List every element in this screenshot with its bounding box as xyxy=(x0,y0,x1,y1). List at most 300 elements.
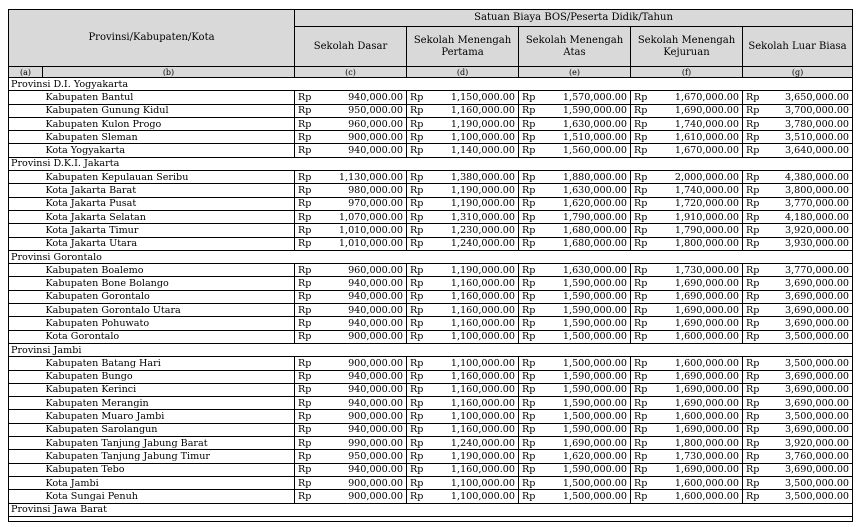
currency-label: Rp xyxy=(631,197,651,210)
region-column-header: Provinsi/Kabupaten/Kota xyxy=(9,10,295,67)
cost-value: 1,510,000.00 xyxy=(539,131,631,144)
currency-label: Rp xyxy=(743,330,763,343)
cost-value: 4,180,000.00 xyxy=(763,210,853,223)
currency-label: Rp xyxy=(295,476,315,489)
province-name: Provinsi D.K.I. Jakarta xyxy=(9,157,853,170)
region-name: Kota Jakarta Pusat xyxy=(43,197,295,210)
currency-label: Rp xyxy=(631,423,651,436)
table-row xyxy=(9,171,853,184)
cost-value: 1,620,000.00 xyxy=(539,197,631,210)
cost-value: 900,000.00 xyxy=(315,357,407,370)
currency-label: Rp xyxy=(743,463,763,476)
cost-value: 1,690,000.00 xyxy=(651,104,743,117)
region-name: Kabupaten Bungo xyxy=(43,370,295,383)
region-name: Kota Jakarta Timur xyxy=(43,224,295,237)
cost-value: 3,640,000.00 xyxy=(763,144,853,157)
cost-value: 1,560,000.00 xyxy=(539,144,631,157)
indent-cell xyxy=(9,410,43,423)
currency-label: Rp xyxy=(295,383,315,396)
currency-label: Rp xyxy=(743,397,763,410)
cost-value: 990,000.00 xyxy=(315,437,407,450)
region-name: Kabupaten Tanjung Jabung Timur xyxy=(43,450,295,463)
table-row xyxy=(9,330,853,343)
cost-value: 900,000.00 xyxy=(315,476,407,489)
cost-value: 1,680,000.00 xyxy=(539,224,631,237)
table-row xyxy=(9,184,853,197)
cost-value: 1,100,000.00 xyxy=(427,476,519,489)
currency-label: Rp xyxy=(519,357,539,370)
table-row xyxy=(9,304,853,317)
cost-value: 940,000.00 xyxy=(315,370,407,383)
currency-label: Rp xyxy=(519,264,539,277)
cost-value: 1,600,000.00 xyxy=(651,476,743,489)
region-name: Kota Jakarta Selatan xyxy=(43,210,295,223)
cost-value: 1,690,000.00 xyxy=(651,304,743,317)
currency-label: Rp xyxy=(295,304,315,317)
cost-value: 1,140,000.00 xyxy=(427,144,519,157)
cost-value: 900,000.00 xyxy=(315,131,407,144)
table-row xyxy=(9,450,853,463)
indent-cell xyxy=(9,476,43,489)
currency-label: Rp xyxy=(743,317,763,330)
currency-label: Rp xyxy=(295,237,315,250)
region-name: Kota Jakarta Barat xyxy=(43,184,295,197)
cost-value: 3,780,000.00 xyxy=(763,117,853,130)
indent-cell xyxy=(9,104,43,117)
cost-value: 960,000.00 xyxy=(315,264,407,277)
cost-value: 1,720,000.00 xyxy=(651,197,743,210)
cost-value: 1,190,000.00 xyxy=(427,450,519,463)
region-name: Kabupaten Merangin xyxy=(43,397,295,410)
cost-value: 3,690,000.00 xyxy=(763,423,853,436)
table-row xyxy=(9,237,853,250)
region-name: Kabupaten Boalemo xyxy=(43,264,295,277)
currency-label: Rp xyxy=(743,104,763,117)
indent-cell xyxy=(9,437,43,450)
currency-label: Rp xyxy=(407,290,427,303)
cost-value: 3,690,000.00 xyxy=(763,290,853,303)
indent-cell xyxy=(9,117,43,130)
currency-label: Rp xyxy=(407,383,427,396)
cost-value: 1,100,000.00 xyxy=(427,410,519,423)
cost-value: 1,190,000.00 xyxy=(427,184,519,197)
table-row xyxy=(9,117,853,130)
currency-label: Rp xyxy=(743,450,763,463)
cost-value: 940,000.00 xyxy=(315,397,407,410)
indent-cell xyxy=(9,184,43,197)
cost-value: 1,590,000.00 xyxy=(539,370,631,383)
col-header-smp: Sekolah Menengah Pertama xyxy=(407,27,519,67)
currency-label: Rp xyxy=(631,117,651,130)
cost-value: 3,770,000.00 xyxy=(763,197,853,210)
cost-value: 1,160,000.00 xyxy=(427,304,519,317)
currency-label: Rp xyxy=(519,104,539,117)
currency-label: Rp xyxy=(519,91,539,104)
currency-label: Rp xyxy=(743,370,763,383)
currency-label: Rp xyxy=(407,330,427,343)
col-code: (c) xyxy=(295,67,407,78)
province-row xyxy=(9,503,853,516)
currency-label: Rp xyxy=(407,131,427,144)
cost-value: 1,160,000.00 xyxy=(427,463,519,476)
currency-label: Rp xyxy=(519,450,539,463)
cost-value: 1,690,000.00 xyxy=(651,277,743,290)
bos-cost-sheet xyxy=(8,9,852,522)
currency-label: Rp xyxy=(407,317,427,330)
cost-value: 1,600,000.00 xyxy=(651,410,743,423)
indent-cell xyxy=(9,131,43,144)
currency-label: Rp xyxy=(631,131,651,144)
currency-label: Rp xyxy=(631,476,651,489)
currency-label: Rp xyxy=(631,357,651,370)
currency-label: Rp xyxy=(631,304,651,317)
currency-label: Rp xyxy=(631,237,651,250)
province-row xyxy=(9,157,853,170)
currency-label: Rp xyxy=(631,330,651,343)
currency-label: Rp xyxy=(743,357,763,370)
indent-cell xyxy=(9,277,43,290)
currency-label: Rp xyxy=(743,210,763,223)
table-row xyxy=(9,410,853,423)
indent-cell xyxy=(9,91,43,104)
currency-label: Rp xyxy=(743,197,763,210)
cost-value: 960,000.00 xyxy=(315,117,407,130)
cost-value: 1,690,000.00 xyxy=(651,317,743,330)
currency-label: Rp xyxy=(407,370,427,383)
currency-label: Rp xyxy=(295,357,315,370)
region-name: Kota Sungai Penuh xyxy=(43,490,295,503)
currency-label: Rp xyxy=(295,290,315,303)
indent-cell xyxy=(9,423,43,436)
cost-value: 1,690,000.00 xyxy=(651,397,743,410)
province-name: Provinsi Gorontalo xyxy=(9,250,853,263)
table-row xyxy=(9,104,853,117)
table-body xyxy=(9,78,853,522)
currency-label: Rp xyxy=(631,383,651,396)
currency-label: Rp xyxy=(743,304,763,317)
table-row xyxy=(9,210,853,223)
currency-label: Rp xyxy=(407,91,427,104)
indent-cell xyxy=(9,370,43,383)
currency-label: Rp xyxy=(295,490,315,503)
indent-cell xyxy=(9,224,43,237)
cost-value: 3,500,000.00 xyxy=(763,490,853,503)
currency-label: Rp xyxy=(631,450,651,463)
cost-value: 1,590,000.00 xyxy=(539,104,631,117)
region-name: Kabupaten Muaro Jambi xyxy=(43,410,295,423)
region-name: Kabupaten Bantul xyxy=(43,91,295,104)
cost-value: 1,500,000.00 xyxy=(539,330,631,343)
currency-label: Rp xyxy=(407,117,427,130)
table-row xyxy=(9,490,853,503)
currency-label: Rp xyxy=(407,437,427,450)
cost-value: 1,730,000.00 xyxy=(651,264,743,277)
currency-label: Rp xyxy=(743,131,763,144)
currency-label: Rp xyxy=(407,264,427,277)
currency-label: Rp xyxy=(743,383,763,396)
indent-cell xyxy=(9,264,43,277)
province-name: Provinsi Jawa Barat xyxy=(9,503,853,516)
region-name: Kabupaten Kerinci xyxy=(43,383,295,396)
currency-label: Rp xyxy=(295,210,315,223)
currency-label: Rp xyxy=(743,171,763,184)
currency-label: Rp xyxy=(631,290,651,303)
cost-value: 1,100,000.00 xyxy=(427,131,519,144)
indent-cell xyxy=(9,383,43,396)
cost-value: 1,690,000.00 xyxy=(651,290,743,303)
region-name: Kabupaten Sleman xyxy=(43,131,295,144)
cost-value: 940,000.00 xyxy=(315,423,407,436)
currency-label: Rp xyxy=(519,237,539,250)
currency-label: Rp xyxy=(519,184,539,197)
indent-cell xyxy=(9,171,43,184)
currency-label: Rp xyxy=(407,476,427,489)
currency-label: Rp xyxy=(631,104,651,117)
cost-value: 1,190,000.00 xyxy=(427,117,519,130)
currency-label: Rp xyxy=(407,184,427,197)
currency-label: Rp xyxy=(295,91,315,104)
currency-label: Rp xyxy=(519,224,539,237)
cost-value: 1,380,000.00 xyxy=(427,171,519,184)
cost-value: 1,160,000.00 xyxy=(427,383,519,396)
indent-cell xyxy=(9,210,43,223)
currency-label: Rp xyxy=(295,131,315,144)
cost-value: 940,000.00 xyxy=(315,317,407,330)
col-code: (f) xyxy=(631,67,743,78)
currency-label: Rp xyxy=(631,490,651,503)
currency-label: Rp xyxy=(631,410,651,423)
cost-value: 940,000.00 xyxy=(315,463,407,476)
cost-value: 1,190,000.00 xyxy=(427,197,519,210)
indent-cell xyxy=(9,490,43,503)
cost-value: 1,740,000.00 xyxy=(651,184,743,197)
cost-value: 3,500,000.00 xyxy=(763,330,853,343)
cost-value: 3,920,000.00 xyxy=(763,224,853,237)
cost-value: 3,650,000.00 xyxy=(763,91,853,104)
currency-label: Rp xyxy=(743,117,763,130)
currency-label: Rp xyxy=(519,330,539,343)
cost-value: 1,160,000.00 xyxy=(427,397,519,410)
currency-label: Rp xyxy=(743,423,763,436)
cost-value: 3,760,000.00 xyxy=(763,450,853,463)
cost-value: 3,690,000.00 xyxy=(763,383,853,396)
col-header-smk: Sekolah Menengah Kejuruan xyxy=(631,27,743,67)
cost-value: 1,590,000.00 xyxy=(539,304,631,317)
cost-value: 1,070,000.00 xyxy=(315,210,407,223)
currency-label: Rp xyxy=(519,370,539,383)
cost-value: 940,000.00 xyxy=(315,91,407,104)
currency-label: Rp xyxy=(407,144,427,157)
cost-value: 1,130,000.00 xyxy=(315,171,407,184)
currency-label: Rp xyxy=(295,184,315,197)
currency-label: Rp xyxy=(295,317,315,330)
cost-value: 4,380,000.00 xyxy=(763,171,853,184)
province-name: Provinsi Jambi xyxy=(9,343,853,356)
currency-label: Rp xyxy=(631,210,651,223)
indent-cell xyxy=(9,450,43,463)
province-name: Provinsi D.I. Yogyakarta xyxy=(9,78,853,91)
cost-value: 1,100,000.00 xyxy=(427,330,519,343)
cost-value: 1,790,000.00 xyxy=(651,224,743,237)
cost-value: 1,590,000.00 xyxy=(539,423,631,436)
cost-value: 1,010,000.00 xyxy=(315,224,407,237)
currency-label: Rp xyxy=(519,144,539,157)
cost-value: 1,240,000.00 xyxy=(427,437,519,450)
indent-cell xyxy=(9,197,43,210)
table-row xyxy=(9,131,853,144)
cost-value: 1,100,000.00 xyxy=(427,357,519,370)
cost-value: 900,000.00 xyxy=(315,410,407,423)
indent-cell xyxy=(9,317,43,330)
currency-label: Rp xyxy=(295,330,315,343)
region-name: Kabupaten Gorontalo Utara xyxy=(43,304,295,317)
currency-label: Rp xyxy=(407,277,427,290)
currency-label: Rp xyxy=(407,197,427,210)
cost-value: 1,010,000.00 xyxy=(315,237,407,250)
indent-cell xyxy=(9,397,43,410)
region-name: Kabupaten Tanjung Jabung Barat xyxy=(43,437,295,450)
cost-value: 3,800,000.00 xyxy=(763,184,853,197)
cost-value: 1,590,000.00 xyxy=(539,290,631,303)
currency-label: Rp xyxy=(631,224,651,237)
cost-value: 1,670,000.00 xyxy=(651,91,743,104)
cost-value: 940,000.00 xyxy=(315,383,407,396)
indent-cell xyxy=(9,304,43,317)
currency-label: Rp xyxy=(407,304,427,317)
cost-value: 900,000.00 xyxy=(315,490,407,503)
currency-label: Rp xyxy=(407,423,427,436)
cost-value: 980,000.00 xyxy=(315,184,407,197)
cost-value: 1,100,000.00 xyxy=(427,490,519,503)
cost-value: 3,700,000.00 xyxy=(763,104,853,117)
indent-cell xyxy=(9,330,43,343)
cost-value: 1,910,000.00 xyxy=(651,210,743,223)
currency-label: Rp xyxy=(631,463,651,476)
cost-value: 1,240,000.00 xyxy=(427,237,519,250)
cost-value: 1,690,000.00 xyxy=(651,370,743,383)
currency-label: Rp xyxy=(407,490,427,503)
cost-value: 1,600,000.00 xyxy=(651,357,743,370)
region-name: Kota Yogyakarta xyxy=(43,144,295,157)
table-row xyxy=(9,383,853,396)
indent-cell xyxy=(9,357,43,370)
table-row xyxy=(9,144,853,157)
indent-cell xyxy=(9,237,43,250)
currency-label: Rp xyxy=(407,104,427,117)
cost-value: 1,610,000.00 xyxy=(651,131,743,144)
cost-value: 1,630,000.00 xyxy=(539,184,631,197)
col-code: (a) xyxy=(9,67,43,78)
col-header-sma: Sekolah Menengah Atas xyxy=(519,27,631,67)
currency-label: Rp xyxy=(631,370,651,383)
indent-cell xyxy=(9,144,43,157)
currency-label: Rp xyxy=(519,490,539,503)
currency-label: Rp xyxy=(631,397,651,410)
cost-value: 1,800,000.00 xyxy=(651,437,743,450)
currency-label: Rp xyxy=(407,397,427,410)
currency-label: Rp xyxy=(519,317,539,330)
cost-value: 1,690,000.00 xyxy=(651,463,743,476)
cost-value: 1,190,000.00 xyxy=(427,264,519,277)
col-header-slb: Sekolah Luar Biasa xyxy=(743,27,853,67)
table-row xyxy=(9,423,853,436)
currency-label: Rp xyxy=(519,117,539,130)
table-row xyxy=(9,277,853,290)
region-name: Kota Jambi xyxy=(43,476,295,489)
cost-value: 970,000.00 xyxy=(315,197,407,210)
currency-label: Rp xyxy=(519,277,539,290)
cost-value: 1,160,000.00 xyxy=(427,290,519,303)
currency-label: Rp xyxy=(295,437,315,450)
col-header-sd: Sekolah Dasar xyxy=(295,27,407,67)
currency-label: Rp xyxy=(743,476,763,489)
cost-value: 1,160,000.00 xyxy=(427,277,519,290)
currency-label: Rp xyxy=(519,383,539,396)
region-name: Kabupaten Bone Bolango xyxy=(43,277,295,290)
table-row xyxy=(9,197,853,210)
currency-label: Rp xyxy=(407,237,427,250)
cost-value: 940,000.00 xyxy=(315,304,407,317)
table-row xyxy=(9,370,853,383)
cost-value: 3,930,000.00 xyxy=(763,237,853,250)
region-name: Kabupaten Tebo xyxy=(43,463,295,476)
cost-value: 1,590,000.00 xyxy=(539,383,631,396)
currency-label: Rp xyxy=(743,410,763,423)
currency-label: Rp xyxy=(631,277,651,290)
table-row xyxy=(9,437,853,450)
cost-value: 1,630,000.00 xyxy=(539,264,631,277)
cost-value: 3,510,000.00 xyxy=(763,131,853,144)
currency-label: Rp xyxy=(519,423,539,436)
currency-label: Rp xyxy=(295,197,315,210)
currency-label: Rp xyxy=(295,423,315,436)
cost-value: 1,680,000.00 xyxy=(539,237,631,250)
cost-value: 3,500,000.00 xyxy=(763,476,853,489)
currency-label: Rp xyxy=(631,184,651,197)
region-name: Kota Jakarta Utara xyxy=(43,237,295,250)
currency-label: Rp xyxy=(519,197,539,210)
currency-label: Rp xyxy=(519,131,539,144)
table-row xyxy=(9,317,853,330)
cost-value: 1,630,000.00 xyxy=(539,117,631,130)
currency-label: Rp xyxy=(743,437,763,450)
region-name: Kabupaten Sarolangun xyxy=(43,423,295,436)
cost-value: 1,230,000.00 xyxy=(427,224,519,237)
cost-value: 3,690,000.00 xyxy=(763,304,853,317)
currency-label: Rp xyxy=(519,476,539,489)
cost-value: 1,590,000.00 xyxy=(539,397,631,410)
table-row xyxy=(9,476,853,489)
currency-label: Rp xyxy=(295,117,315,130)
table-row xyxy=(9,357,853,370)
currency-label: Rp xyxy=(295,171,315,184)
currency-label: Rp xyxy=(519,410,539,423)
cost-value: 1,880,000.00 xyxy=(539,171,631,184)
cost-value: 1,600,000.00 xyxy=(651,490,743,503)
table-row xyxy=(9,397,853,410)
currency-label: Rp xyxy=(743,277,763,290)
region-name: Kabupaten Batang Hari xyxy=(43,357,295,370)
currency-label: Rp xyxy=(743,224,763,237)
currency-label: Rp xyxy=(407,224,427,237)
currency-label: Rp xyxy=(743,264,763,277)
cost-value: 1,790,000.00 xyxy=(539,210,631,223)
cost-value: 1,600,000.00 xyxy=(651,330,743,343)
cost-value: 1,670,000.00 xyxy=(651,144,743,157)
cost-value: 2,000,000.00 xyxy=(651,171,743,184)
currency-label: Rp xyxy=(631,317,651,330)
cost-value: 1,740,000.00 xyxy=(651,117,743,130)
